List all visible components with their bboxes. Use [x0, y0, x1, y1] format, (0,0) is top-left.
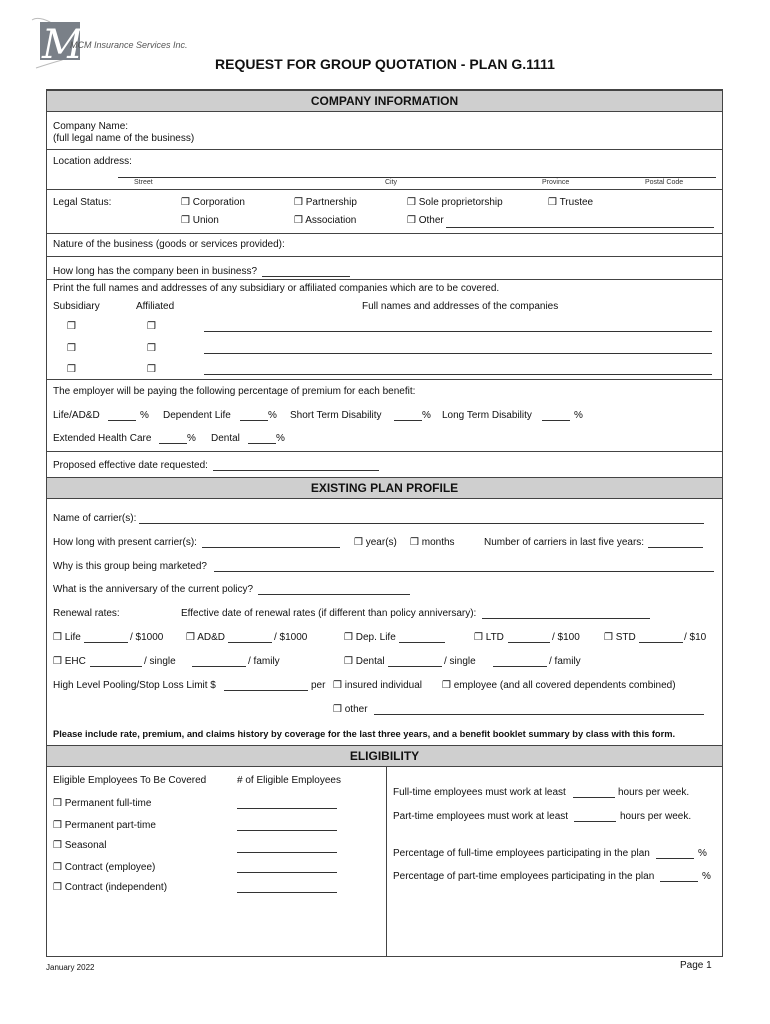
pct-sign: % [140, 410, 149, 421]
anniversary-label: What is the anniversary of the current policy? [53, 584, 254, 595]
dependent-life-label: Dependent Life [163, 410, 231, 421]
permanent-part-time-count-field[interactable] [237, 830, 337, 831]
legal-other-checkbox[interactable]: ❒ Other [407, 215, 444, 226]
divider [47, 279, 722, 280]
affiliated-checkbox-1[interactable]: ❒ [147, 321, 156, 332]
permanent-full-time-checkbox[interactable]: ❒ Permanent full-time [53, 798, 152, 809]
contract-employee-checkbox[interactable]: ❒ Contract (employee) [53, 862, 156, 873]
location-label: Location address: [53, 156, 132, 167]
ltd-rate-field[interactable] [508, 642, 550, 643]
permanent-part-time-checkbox[interactable]: ❒ Permanent part-time [53, 820, 156, 831]
pt-participation-field[interactable] [660, 881, 698, 882]
effective-renewal-field[interactable] [482, 618, 650, 619]
legal-union-checkbox[interactable]: ❒ Union [181, 215, 219, 226]
contract-independent-count-field[interactable] [237, 892, 337, 893]
company-name-field-1[interactable] [204, 331, 712, 332]
divider [47, 451, 722, 452]
claims-history-note: Please include rate, premium, and claims history by coverage for the last three years, and a benefit booklet summary by class with this form. [53, 729, 676, 739]
num-carriers-field[interactable] [648, 547, 703, 548]
num-eligible-header: # of Eligible Employees [237, 775, 341, 786]
ltd-pct-field[interactable] [542, 420, 570, 421]
affiliated-column-header: Affiliated [136, 301, 175, 312]
per-10-label: / $10 [684, 632, 707, 643]
permanent-full-time-count-field[interactable] [237, 808, 337, 809]
ltd-checkbox[interactable]: ❒ LTD [474, 632, 504, 643]
legal-sole-checkbox[interactable]: ❒ Sole proprietorship [407, 197, 503, 208]
divider [47, 233, 722, 234]
life-add-label: Life/AD&D [53, 410, 100, 421]
addr-province-label: Province [542, 179, 570, 186]
eligible-covered-header: Eligible Employees To Be Covered [53, 775, 207, 786]
affiliated-checkbox-3[interactable]: ❒ [147, 364, 156, 375]
dental-single-field[interactable] [388, 666, 442, 667]
divider [47, 189, 722, 190]
pct-sign: % [702, 871, 711, 882]
address-field[interactable] [118, 177, 716, 178]
dental-checkbox[interactable]: ❒ Dental [344, 656, 385, 667]
effective-date-label: Proposed effective date requested: [53, 460, 208, 471]
legal-corporation-checkbox[interactable]: ❒ Corporation [181, 197, 245, 208]
pct-sign: % [422, 410, 431, 421]
addr-city-label: City [385, 179, 398, 186]
years-checkbox[interactable]: ❒ year(s) [354, 537, 397, 548]
print-names-label: Print the full names and addresses of any subsidiary or affiliated companies which are to be covered. [53, 283, 500, 294]
legal-trustee-checkbox[interactable]: ❒ Trustee [548, 197, 594, 208]
std-checkbox[interactable]: ❒ STD [604, 632, 636, 643]
document-title: REQUEST FOR GROUP QUOTATION - PLAN G.1111 [215, 56, 555, 72]
divider [47, 256, 722, 257]
other-checkbox[interactable]: ❒ other [333, 704, 368, 715]
footer-date: January 2022 [46, 963, 95, 972]
months-checkbox[interactable]: ❒ months [410, 537, 455, 548]
pt-hours-suffix: hours per week. [620, 811, 692, 822]
per-label: per [311, 680, 326, 691]
anniversary-field[interactable] [258, 594, 410, 595]
full-names-column-header: Full names and addresses of the companies [362, 301, 559, 312]
section-eligibility: ELIGIBILITY [47, 745, 722, 767]
column-divider [386, 767, 387, 957]
std-rate-field[interactable] [639, 642, 683, 643]
ehc-single-field[interactable] [90, 666, 142, 667]
carrier-name-label: Name of carrier(s): [53, 513, 137, 524]
per-1000-label: / $1000 [130, 632, 164, 643]
addr-street-label: Street [134, 179, 153, 186]
carrier-duration-label: How long with present carrier(s): [53, 537, 197, 548]
pooling-amount-field[interactable] [224, 690, 308, 691]
per-1000-label: / $1000 [274, 632, 308, 643]
why-marketed-field[interactable] [214, 571, 714, 572]
short-term-disability-label: Short Term Disability [290, 410, 382, 421]
pooling-label: High Level Pooling/Stop Loss Limit $ [53, 680, 216, 691]
employee-checkbox[interactable]: ❒ employee (and all covered dependents combined) [442, 680, 676, 691]
ehc-label: Extended Health Care [53, 433, 152, 444]
single-label: / single [144, 656, 176, 667]
contract-employee-count-field[interactable] [237, 872, 337, 873]
logo-letter: M [42, 22, 83, 68]
ehc-pct-field[interactable] [159, 443, 187, 444]
num-carriers-label: Number of carriers in last five years: [484, 537, 645, 548]
company-name-field-2[interactable] [204, 353, 712, 354]
subsidiary-checkbox-1[interactable]: ❒ [67, 321, 76, 332]
pt-hours-field[interactable] [574, 821, 616, 822]
employer-percentage-label: The employer will be paying the following percentage of premium for each benefit: [53, 386, 416, 397]
life-add-pct-field[interactable] [108, 420, 136, 421]
per-100-label: / $100 [552, 632, 580, 643]
ft-participation-field[interactable] [656, 858, 694, 859]
subsidiary-column-header: Subsidiary [53, 301, 100, 312]
single-label: / single [444, 656, 476, 667]
company-name-field-3[interactable] [204, 374, 712, 375]
std-pct-field[interactable] [394, 420, 422, 421]
subsidiary-checkbox-2[interactable]: ❒ [67, 343, 76, 354]
section-company-information: COMPANY INFORMATION [47, 90, 722, 112]
section-existing-plan-profile: EXISTING PLAN PROFILE [47, 477, 722, 499]
seasonal-checkbox[interactable]: ❒ Seasonal [53, 840, 107, 851]
pct-sign: % [268, 410, 277, 421]
nature-of-business-label: Nature of the business (goods or services provided): [53, 239, 285, 250]
dental-pct-field[interactable] [248, 443, 276, 444]
pct-sign: % [574, 410, 583, 421]
dental-label: Dental [211, 433, 240, 444]
logo-company-name: MCM Insurance Services Inc. [70, 40, 188, 50]
dental-family-field[interactable] [493, 666, 547, 667]
carrier-name-field[interactable] [139, 523, 704, 524]
page-number: Page 1 [680, 960, 712, 971]
legal-association-checkbox[interactable]: ❒ Association [294, 215, 357, 226]
legal-partnership-checkbox[interactable]: ❒ Partnership [294, 197, 357, 208]
addr-postal-label: Postal Code [645, 179, 684, 186]
company-name-label: Company Name: [53, 121, 129, 132]
effective-renewal-label: Effective date of renewal rates (if different than policy anniversary): [181, 608, 477, 619]
ft-hours-suffix: hours per week. [618, 787, 690, 798]
effective-date-field[interactable] [213, 470, 379, 471]
ehc-checkbox[interactable]: ❒ EHC [53, 656, 86, 667]
long-term-disability-label: Long Term Disability [442, 410, 532, 421]
subsidiary-checkbox-3[interactable]: ❒ [67, 364, 76, 375]
add-checkbox[interactable]: ❒ AD&D [186, 632, 225, 643]
ft-hours-field[interactable] [573, 797, 615, 798]
life-checkbox[interactable]: ❒ Life [53, 632, 81, 643]
family-label: / family [248, 656, 280, 667]
dependent-life-pct-field[interactable] [240, 420, 268, 421]
why-marketed-label: Why is this group being marketed? [53, 561, 207, 572]
add-rate-field[interactable] [228, 642, 272, 643]
pt-participation-label: Percentage of part-time employees participating in the plan [393, 871, 655, 882]
other-field[interactable] [374, 714, 704, 715]
pct-sign: % [187, 433, 196, 444]
legal-status-label: Legal Status: [53, 197, 112, 208]
pct-sign: % [276, 433, 285, 444]
divider [47, 149, 722, 150]
insured-individual-checkbox[interactable]: ❒ insured individual [333, 680, 423, 691]
dep-life-checkbox[interactable]: ❒ Dep. Life [344, 632, 396, 643]
ehc-family-field[interactable] [192, 666, 246, 667]
years-in-business-field[interactable] [262, 276, 350, 277]
renewal-rates-label: Renewal rates: [53, 608, 120, 619]
legal-other-field[interactable] [446, 227, 714, 228]
carrier-duration-field[interactable] [202, 547, 340, 548]
seasonal-count-field[interactable] [237, 852, 337, 853]
affiliated-checkbox-2[interactable]: ❒ [147, 343, 156, 354]
life-rate-field[interactable] [84, 642, 128, 643]
contract-independent-checkbox[interactable]: ❒ Contract (independent) [53, 882, 168, 893]
pt-hours-label: Part-time employees must work at least [393, 811, 569, 822]
ft-participation-label: Percentage of full-time employees participating in the plan [393, 848, 650, 859]
pct-sign: % [698, 848, 707, 859]
divider [47, 379, 722, 380]
company-name-sub: (full legal name of the business) [53, 133, 195, 144]
family-label: / family [549, 656, 581, 667]
dep-life-rate-field[interactable] [399, 642, 445, 643]
years-in-business-label: How long has the company been in business? [53, 266, 258, 277]
ft-hours-label: Full-time employees must work at least [393, 787, 566, 798]
